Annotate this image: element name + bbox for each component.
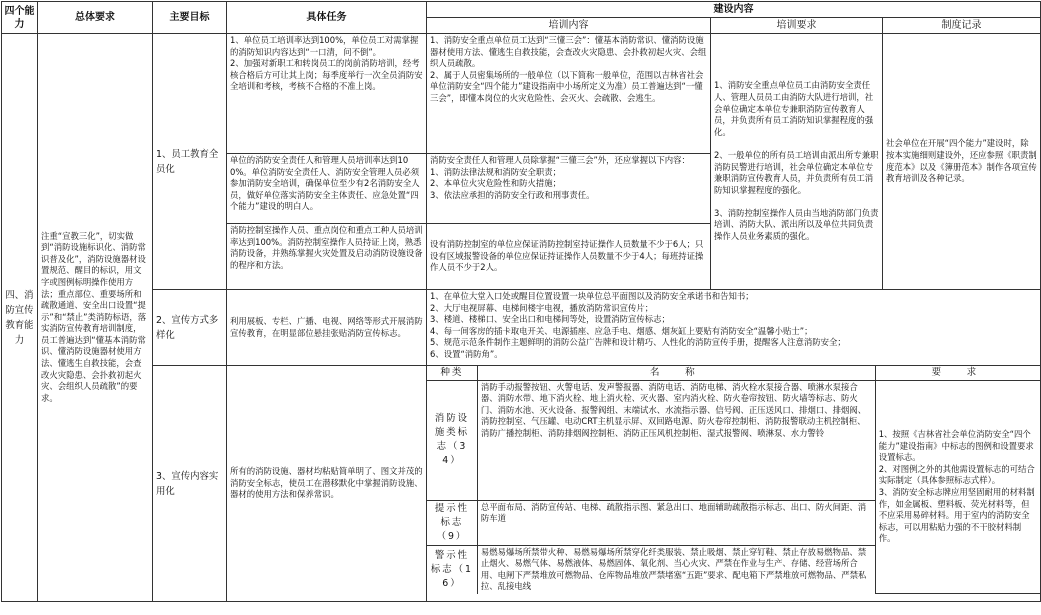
capability-cell: 四、消防宣传教育能力: [2, 34, 38, 602]
overall-requirement: 注重“宣教三化”，切实做到“消防设施标识化、消防常识普及化”，消防设施器材设置规范、醒目的标识，用文字或图例标明操作使用方法；重点部位、重要场所和疏散通道、安全出口设置“提示”和“禁止”类消防标语，落实消防宣传教育培训制度，员工普遍达到“懂基本消防常识、懂消防设施器材使用方法、懂逃生自救技能，会查改火灾隐患、会扑救初起火灾、会组织人员疏散”的要求。: [38, 34, 153, 602]
task-sign-labeling-text: 所有的消防设施、器材均粘贴简单明了、图文并茂的消防安全标志，使员工在潜移默化中掌握消防设施、器材的使用方法和保养常识。: [230, 466, 423, 500]
content-control-room: [427, 224, 711, 290]
records-cell: [883, 34, 1041, 290]
task-manager-training-text: 单位的消防安全责任人和管理人员培训率达到100%。单位消防安全责任人、消防安全管理人员必须参加消防安全培训，确保单位至少有2名消防安全人员，做好单位落实消防安全主体责任、应急处置“四个能力”建设的明白人。: [230, 155, 420, 212]
name-warning-signs: 易燃易爆场所禁带火种、易燃易爆场所禁穿化纤类服装、禁止吸烟、禁止穿钉鞋、禁止存放易燃物品、禁止烟火、易燃气体、易燃液体、易燃固体、氧化剂、当心火灾、严禁在作业与生产、存储、经营场所合用、电闸下严禁堆放可燃物品、仓库物品堆放严禁堵塞“五距”要求、配电箱下严禁堆放可燃物品、严禁私拉、乱接电线: [477, 545, 875, 594]
goal-practical-content: 3、宣传内容实用化: [153, 366, 227, 602]
header-training-content: 培训内容: [427, 18, 711, 34]
name-hint-signs: 总平面布局、消防宣传站、电梯、疏散指示图、紧急出口、地面辅助疏散指示标志、出口、防火间距、消防车道: [477, 500, 875, 545]
header-overall: 总体要求: [38, 2, 153, 34]
inner-header-req: 要 求: [875, 366, 1040, 380]
sign-category-table: [427, 366, 1040, 594]
header-training-req: 培训要求: [711, 18, 883, 34]
task-training-rate: [227, 34, 427, 154]
records-text: 社会单位在开展“四个能力”建设时，除按本实施细则建设外，还应参照《职责制度范本》以及《簿册范本》制作各项宣传教育培训及各种记录。: [886, 138, 1037, 184]
header-capability: 四个能力: [2, 2, 38, 34]
header-content: 建设内容: [427, 2, 1041, 18]
task-training-rate-text: 1、单位员工培训率达到100%，单位员工对需掌握的消防知识内容达到“一口清，问不倒”。 2、加强对新职工和转岗员工的岗前消防培训，经考核合格后方可让其上岗；每季度举行一次全员消防安全培训和考核，考核不合格的不准上岗。: [230, 35, 423, 92]
content-manager-knowledge: [427, 154, 711, 224]
content-control-room-text: 设有消防控制室的单位应保证消防控制室持证操作人员数量不少于6人；只设有区域报警设备的单位应保证持证操作人员数量不少于4人；每班持证操作人员不少于2人。: [430, 239, 704, 273]
task-publicity-forms-text: 利用展板、专栏、广播、电视、网络等形式开展消防宣传教育，在明显部位悬挂张贴消防宣传标志。: [230, 315, 423, 338]
content-publicity-measures-text: 1、在单位大堂入口处或醒目位置设置一块单位总平面图以及消防安全承诺书和告知书； 2、大厅电视屏幕、电梯间楼宇电视，播放消防常识宣传片； 3、楼道、楼梯口、安全出口和电梯间等处，设置消防宣传标志； 4、每一间客房的插卡取电开关、电源插座、应急手电、烟感、烟灰缸上要贴有消防安全“温馨小贴士”； 5、规范示范条件制作主题鲜明的消防公益广告牌和设计精巧、人性化的消防宣传手册，提醒客人注意消防安全； 6、设置“消防角”。: [430, 291, 846, 359]
content-manager-knowledge-text: 消防安全责任人和管理人员除掌握“三懂三会”外，还应掌握以下内容： 1、消防法律法规和消防安全职责； 2、本单位火灾危险性和防火措施； 3、依法应承担的消防安全行政和刑事责任。: [430, 155, 690, 200]
training-requirements: [711, 34, 883, 290]
task-publicity-forms: [227, 290, 427, 366]
kind-warning-signs: 警示性标志（16）: [427, 545, 477, 594]
name-facility-signs: 消防手动报警按钮、火警电话、发声警报器、消防电话、消防电梯、消火栓水泵接合器、喷淋水泵接合器、消防水带、地下消火栓、地上消火栓、灭火器、室内消火栓、防火卷帘按钮、防火墙等标志、防火门、消防水池、灭火设备、报警阀组、末端试水、水流指示器、信号阀、正压送风口、排烟口、排烟阀、消防控制室、气压罐、电动CRT主机显示屏、双回路电源、防火卷帘控制柜、消防报警联动主机控制柜、消防广播控制柜、消防排烟阀控制柜、消防正压风机控制柜、湿式报警阀、喷淋泵、水力警铃: [477, 380, 875, 500]
header-tasks: 具体任务: [227, 2, 427, 34]
sign-requirements: 1、按照《吉林省社会单位消防安全“四个能力”建设指南》中标志的图例和设置要求设置标志。 2、对图例之外的其他需设置标志的可结合实际制定（具体参照标志式样）。 3、消防安全标志牌应用坚固耐用的材料制作，如金属板、塑料板、荧光材料等，但不应采用易碎材料。用于室内的消防安全标志，可以用粘贴力强的不干胶材料制作。: [875, 380, 1040, 594]
training-requirements-text: 1、消防安全重点单位员工由消防安全责任人、管理人员员工由消防大队进行培训，社会单位确定本单位专兼职消防宣传教育人员，并负责所有员工消防知识掌握程度的强化。 2、一般单位的所有员工培训由派出所专兼职消防民警进行培训，社会单位确定本单位专兼职消防宣传教育人员，并负责所有员工消防知识掌握程度的强化。 3、消防控制室操作人员由当地消防部门负责培训、消防大队、派出所以及单位共同负责操作人员业务素质的强化。: [714, 80, 879, 242]
task-sign-labeling: [227, 366, 427, 602]
kind-facility-signs: 消防设施类标志（34）: [427, 380, 477, 500]
kind-hint-signs: 提示性标志（9）: [427, 500, 477, 545]
task-control-room-text: 消防控制室操作人员、重点岗位和重点工种人员培训率达到100%。消防控制室操作人员持证上岗，熟悉消防设备，并熟练掌握火灾处置及启动消防设施设备的程序和方法。: [230, 225, 423, 270]
goal-diverse-publicity: 2、宣传方式多样化: [153, 290, 227, 366]
construction-standard-table: [1, 1, 1041, 602]
content-publicity-measures: [427, 290, 1041, 366]
sign-category-grid: [427, 366, 1041, 602]
content-three-knows-text: 1、消防安全重点单位员工达到“三懂三会”：懂基本消防常识、懂消防设施器材使用方法、懂逃生自救技能，会查改火灾隐患、会扑救初起火灾、会组织人员疏散。 2、属于人员密集场所的一般单位（以下简称一般单位，范围以吉林省社会单位消防安全“四个能力”建设指南中小场所定义为准）员工普遍达到“一懂三会”，即懂本岗位的火灾危险性、会灭火、会疏散、会逃生。: [430, 35, 707, 103]
goal-staff-education: 1、员工教育全员化: [153, 34, 227, 290]
inner-header-kind: 种类: [427, 366, 477, 380]
header-goal: 主要目标: [153, 2, 227, 34]
task-control-room: [227, 224, 427, 290]
task-manager-training: [227, 154, 427, 224]
inner-header-name: 名 称: [477, 366, 875, 380]
header-records: 制度记录: [883, 18, 1041, 34]
content-three-knows: [427, 34, 711, 154]
